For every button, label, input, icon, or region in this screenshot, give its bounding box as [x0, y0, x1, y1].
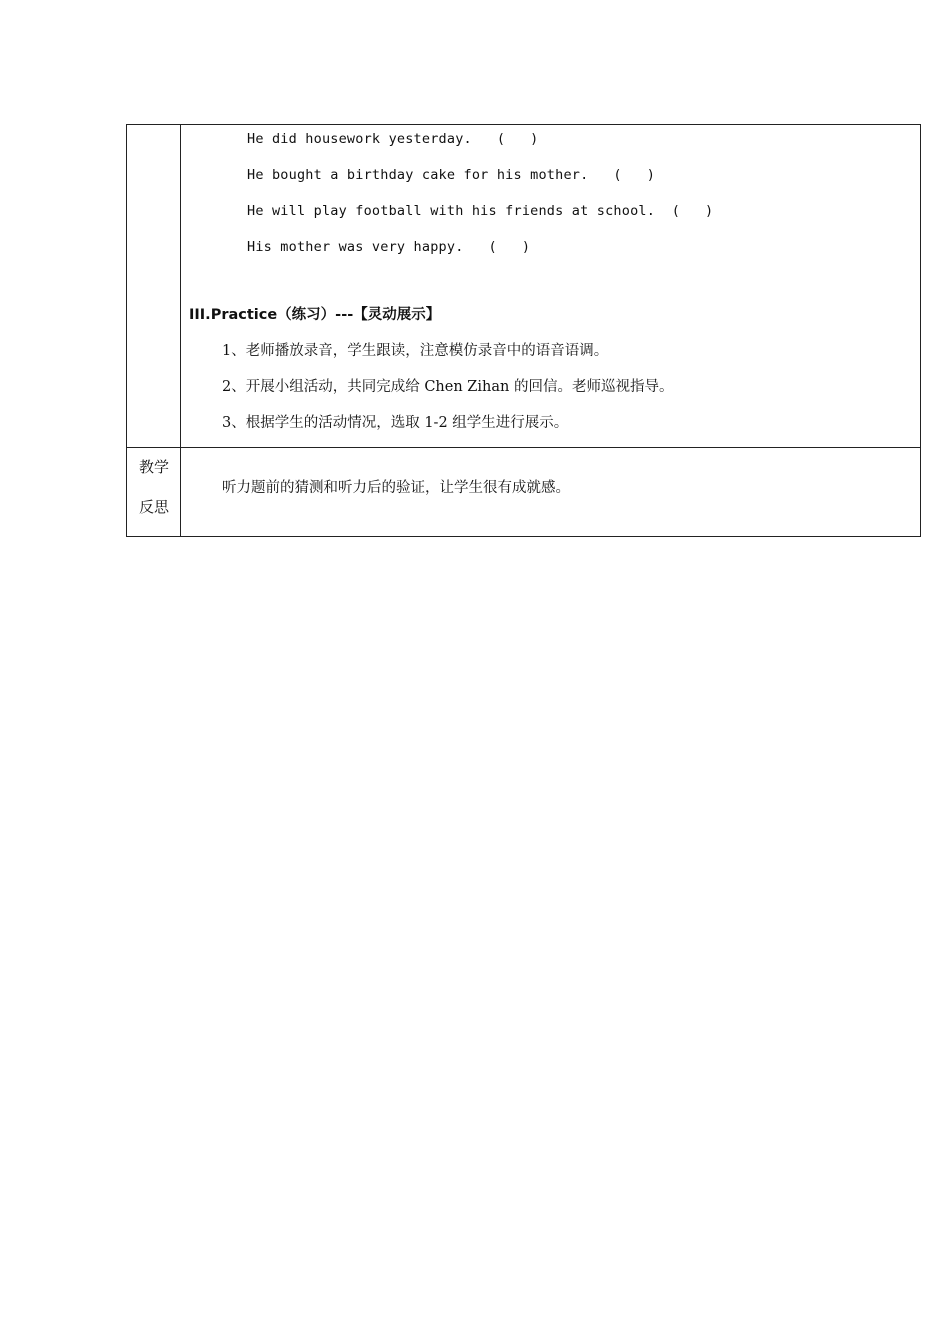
reflection-text: 听力题前的猜测和听力后的验证，让学生很有成就感。 [222, 480, 570, 496]
reflection-label-line1: 教学 [138, 458, 169, 476]
statement-3: He will play football with his friends at school. ( ) [247, 203, 714, 219]
statement-2: He bought a birthday cake for his mother. ( ) [247, 167, 656, 183]
statement-1: He did housework yesterday. ( ) [247, 131, 539, 147]
practice-heading: III.Practice（练习）---【灵动展示】 [189, 307, 441, 323]
practice-step-1: 1、老师播放录音，学生跟读，注意模仿录音中的语音语调。 [222, 343, 609, 359]
row-divider [127, 447, 920, 448]
lesson-plan-table [126, 124, 921, 537]
practice-step-2: 2、开展小组活动，共同完成给 Chen Zihan 的回信。老师巡视指导。 [222, 379, 674, 395]
column-divider [180, 125, 181, 536]
reflection-label-line2: 反思 [138, 498, 169, 516]
practice-step-3: 3、根据学生的活动情况，选取 1-2 组学生进行展示。 [222, 415, 569, 431]
statement-4: His mother was very happy. ( ) [247, 239, 531, 255]
